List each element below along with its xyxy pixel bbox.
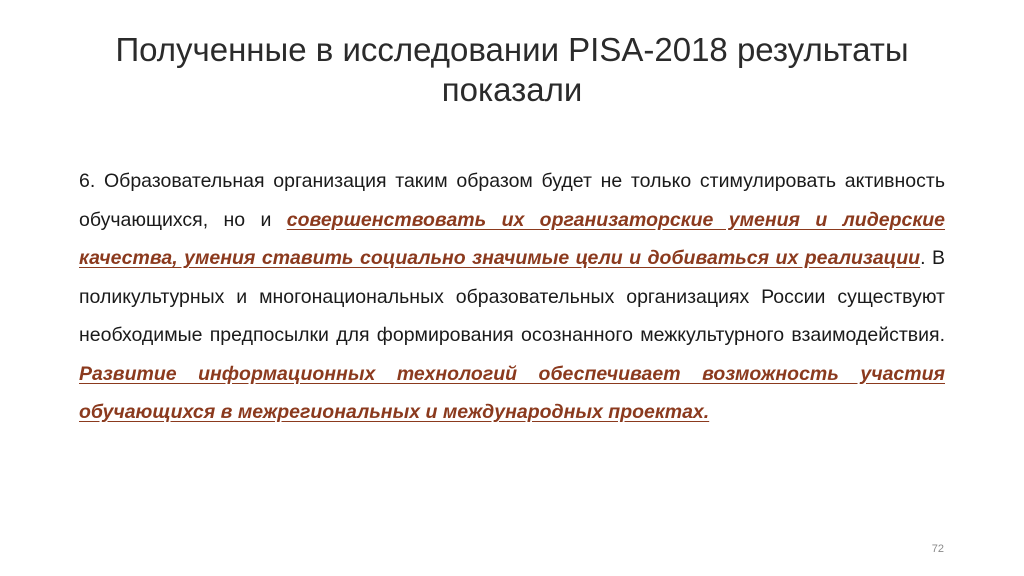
slide-body bbox=[79, 162, 945, 432]
slide-title: Полученные в исследовании PISA-2018 результаты показали bbox=[115, 31, 909, 108]
body-text-segment: 6. Образовательная организация таким образом будет не только стимулировать активность обучающихся, но и bbox=[79, 170, 945, 231]
body-highlight-segment: Развитие информационных технологий обеспечивает возможность участия обучающихся в межрегиональных и международных проектах. bbox=[79, 362, 945, 423]
page-number: 72 bbox=[931, 543, 944, 555]
body-highlight-segment: совершенствовать их организаторские умения и лидерские качества, умения ставить социально значимые цели и добиваться их реализации bbox=[79, 208, 946, 269]
body-text-segment: . В поликультурных и многонациональных образовательных организациях России существуют необходимые предпосылки для формирования осознанного межкультурного взаимодействия. bbox=[79, 247, 946, 346]
